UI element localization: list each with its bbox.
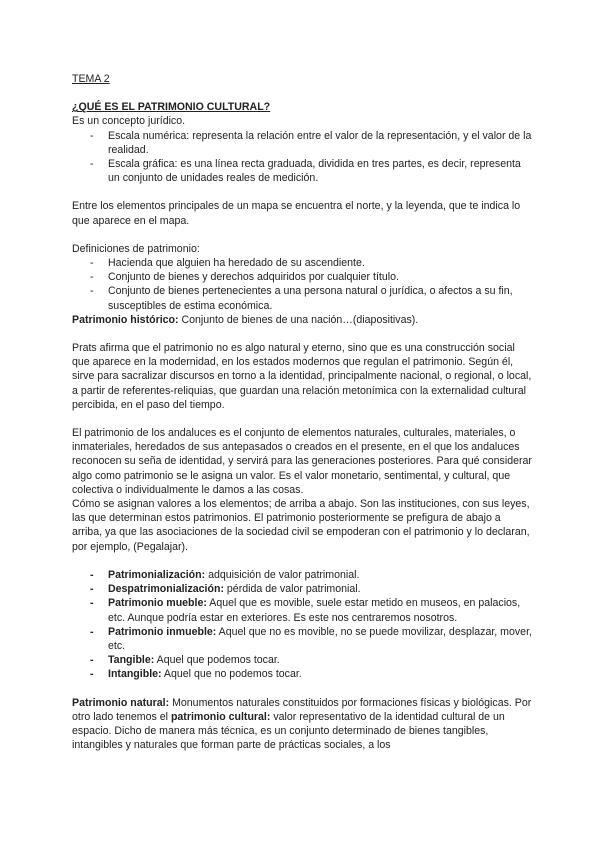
term-label: Despatrimonialización: bbox=[108, 583, 224, 596]
list-item bbox=[72, 596, 532, 624]
list-item: - Conjunto de bienes y derechos adquiridos por cualquier título. bbox=[72, 270, 532, 284]
definitions-label: Definiciones de patrimonio: bbox=[72, 242, 200, 255]
andalusian-paragraph: El patrimonio de los andaluces es el conjunto de elementos naturales, culturales, materiales, o inmateriales, heredados de sus antepasados o creados en el presente, en el que los andaluces reconocen su seña de identidad, y servirá para las generaciones posteriores. Para qué considerar algo como patrimonio se le asigna un valor. Es el valor monetario, sentimental, y cultural, que colectiva o individualmente le damos a las cosas. bbox=[72, 427, 532, 496]
list-item bbox=[72, 653, 532, 667]
cultural-text: valor representativo de la identidad cultural de un espacio. Dicho de manera más técnica, es un conjunto determinado de bienes tangibles, intangibles y naturales que forman parte de prácticas sociales, a los bbox=[72, 710, 505, 752]
term-label: Intangible: bbox=[108, 668, 162, 681]
terms-list bbox=[72, 568, 532, 682]
historic-text: Conjunto de bienes de una nación…(diapositivas). bbox=[178, 313, 419, 326]
term-text: Aquel que no es movible, no se puede movilizar, desplazar, mover, etc. bbox=[108, 625, 532, 652]
list-item: - Escala gráfica: es una línea recta graduada, dividida en tres partes, es decir, representa un conjunto de unidades reales de medición. bbox=[72, 157, 532, 185]
list-item bbox=[72, 582, 532, 596]
historic-paragraph bbox=[72, 313, 532, 327]
document-body bbox=[72, 72, 532, 752]
list-item bbox=[72, 625, 532, 653]
term-label: Patrimonialización: bbox=[108, 568, 206, 581]
term-text: Aquel que es movible, suele estar metido en museos, en palacios, etc. Aunque podría estar en exteriores. Es este nos centraremos nosotros. bbox=[108, 597, 521, 624]
term-text: Aquel que podemos tocar. bbox=[154, 654, 280, 667]
section-heading: ¿QUÉ ES EL PATRIMONIO CULTURAL? bbox=[72, 101, 271, 114]
page-title: TEMA 2 bbox=[72, 73, 110, 85]
natural-paragraph bbox=[72, 696, 532, 753]
values-paragraph: Cómo se asignan valores a los elementos; de arriba a abajo. Son las instituciones, con sus leyes, las que determinan estos patrimonios. El patrimonio posteriormente se prefigura de abajo a arriba, ya que las asociaciones de la sociedad civil se empoderan con el patrimonio y lo declaran, por ejemplo, (Pegalajar). bbox=[72, 498, 530, 553]
term-text: adquisición de valor patrimonial. bbox=[205, 568, 360, 581]
list-item bbox=[72, 568, 532, 582]
natural-text: Monumentos naturales constituidos por formaciones físicas y biológicas. Por otro lado tenemos el bbox=[72, 696, 532, 723]
term-text: pérdida de valor patrimonial. bbox=[223, 583, 361, 596]
scale-list bbox=[72, 129, 532, 186]
natural-term: Patrimonio natural: bbox=[72, 696, 170, 709]
term-text: Aquel que no podemos tocar. bbox=[161, 668, 302, 681]
historic-term: Patrimonio histórico: bbox=[72, 313, 179, 326]
prats-paragraph: Prats afirma que el patrimonio no es algo natural y eterno, sino que es una construcción social que aparece en la modernidad, en los estados modernos que regulan el patrimonio. Según él, sirve para sacralizar discursos en torno a la identidad, principalmente nacional, o regional, o local, a partir de referentes-reliquias, que guardan una relación metonímica con la externalidad cultural percibida, en el paso del tiempo. bbox=[72, 342, 532, 411]
list-item: - Hacienda que alguien ha heredado de su ascendiente. bbox=[72, 256, 532, 270]
term-label: Patrimonio inmueble: bbox=[108, 625, 217, 638]
definitions-list bbox=[72, 256, 532, 313]
list-item: - Conjunto de bienes pertenecientes a una persona natural o jurídica, o afectos a su fin, susceptibles de estima económica. bbox=[72, 284, 532, 312]
term-label: Tangible: bbox=[108, 654, 155, 667]
cultural-term: patrimonio cultural: bbox=[170, 710, 271, 723]
term-label: Patrimonio mueble: bbox=[108, 597, 207, 610]
intro-text: Es un concepto jurídico. bbox=[72, 115, 186, 128]
list-item bbox=[72, 667, 532, 681]
list-item: - Escala numérica: representa la relación entre el valor de la representación, y el valor de la realidad. bbox=[72, 129, 532, 157]
map-paragraph: Entre los elementos principales de un mapa se encuentra el norte, y la leyenda, que te indica lo que aparece en el mapa. bbox=[72, 200, 521, 227]
